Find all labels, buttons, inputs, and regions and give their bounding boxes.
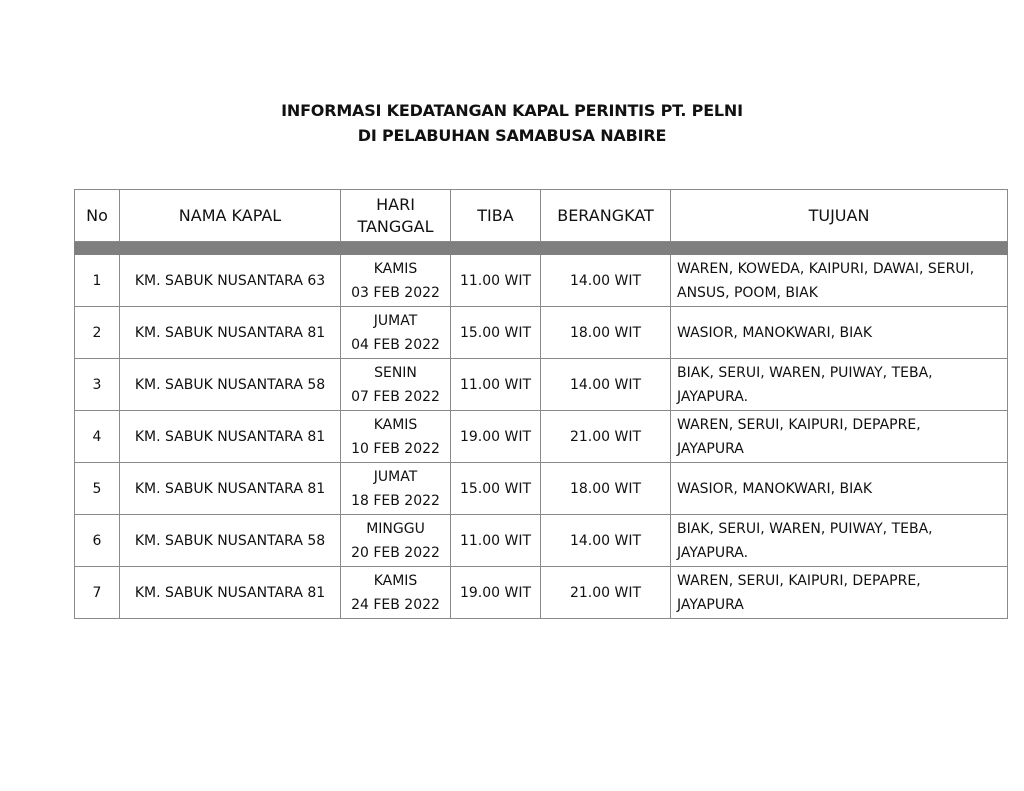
- cell-no: 1: [75, 255, 120, 307]
- cell-hari: MINGGU: [366, 520, 425, 537]
- table-row: [75, 567, 1008, 619]
- cell-hari-tanggal: [341, 567, 451, 619]
- cell-hari-tanggal: [341, 463, 451, 515]
- cell-tujuan-line1: BIAK, SERUI, WAREN, PUIWAY, TEBA,: [677, 364, 933, 381]
- cell-berangkat: 18.00 WIT: [541, 463, 671, 515]
- cell-tujuan-line2: JAYAPURA: [677, 596, 744, 613]
- cell-tiba: 19.00 WIT: [451, 567, 541, 619]
- cell-no: 7: [75, 567, 120, 619]
- cell-no: 6: [75, 515, 120, 567]
- cell-tiba: 11.00 WIT: [451, 255, 541, 307]
- cell-tujuan: [671, 359, 1008, 411]
- table-row: [75, 411, 1008, 463]
- header-tanggal: TANGGAL: [357, 216, 434, 236]
- header-nama-kapal: NAMA KAPAL: [120, 190, 341, 242]
- table-row: [75, 307, 1008, 359]
- cell-hari-tanggal: [341, 515, 451, 567]
- document-subtitle: DI PELABUHAN SAMABUSA NABIRE: [357, 126, 667, 145]
- cell-tanggal: 10 FEB 2022: [351, 440, 440, 457]
- cell-no: 5: [75, 463, 120, 515]
- cell-hari: JUMAT: [373, 312, 418, 329]
- cell-tanggal: 04 FEB 2022: [351, 336, 440, 353]
- header-tujuan: TUJUAN: [671, 190, 1008, 242]
- document-title: INFORMASI KEDATANGAN KAPAL PERINTIS PT. PELNI: [281, 101, 743, 120]
- cell-tiba: 11.00 WIT: [451, 515, 541, 567]
- cell-nama-kapal: KM. SABUK NUSANTARA 58: [120, 359, 341, 411]
- header-row: [75, 190, 1008, 242]
- cell-no: 3: [75, 359, 120, 411]
- cell-tujuan-line2: JAYAPURA.: [677, 388, 749, 405]
- cell-tiba: 11.00 WIT: [451, 359, 541, 411]
- cell-berangkat: 14.00 WIT: [541, 359, 671, 411]
- cell-hari: KAMIS: [373, 416, 418, 433]
- cell-tujuan-line1: BIAK, SERUI, WAREN, PUIWAY, TEBA,: [677, 520, 933, 537]
- header-hari: HARI: [376, 194, 415, 214]
- cell-hari: JUMAT: [373, 468, 418, 485]
- table-row: [75, 359, 1008, 411]
- cell-nama-kapal: KM. SABUK NUSANTARA 81: [120, 567, 341, 619]
- cell-tujuan-line1: WASIOR, MANOKWARI, BIAK: [677, 480, 873, 497]
- cell-tujuan: [671, 307, 1008, 359]
- cell-tanggal: 03 FEB 2022: [351, 284, 440, 301]
- cell-no: 4: [75, 411, 120, 463]
- cell-tujuan-line2: ANSUS, POOM, BIAK: [677, 284, 818, 301]
- cell-berangkat: 21.00 WIT: [541, 567, 671, 619]
- header-hari-tanggal: [341, 190, 451, 242]
- cell-tanggal: 24 FEB 2022: [351, 596, 440, 613]
- cell-tujuan: [671, 411, 1008, 463]
- cell-tujuan-line1: WAREN, KOWEDA, KAIPURI, DAWAI, SERUI,: [677, 260, 975, 277]
- cell-berangkat: 21.00 WIT: [541, 411, 671, 463]
- cell-tujuan-line1: WAREN, SERUI, KAIPURI, DEPAPRE,: [677, 416, 921, 433]
- schedule-table: [74, 189, 1008, 619]
- cell-hari: KAMIS: [373, 260, 418, 277]
- cell-tanggal: 07 FEB 2022: [351, 388, 440, 405]
- cell-hari-tanggal: [341, 359, 451, 411]
- cell-tujuan-line2: JAYAPURA.: [677, 544, 749, 561]
- cell-tujuan: [671, 463, 1008, 515]
- cell-hari: SENIN: [374, 364, 417, 381]
- cell-no: 2: [75, 307, 120, 359]
- cell-tujuan-line2: JAYAPURA: [677, 440, 744, 457]
- cell-hari-tanggal: [341, 307, 451, 359]
- cell-hari: KAMIS: [373, 572, 418, 589]
- cell-nama-kapal: KM. SABUK NUSANTARA 63: [120, 255, 341, 307]
- table-row: [75, 463, 1008, 515]
- table-row: [75, 255, 1008, 307]
- cell-tanggal: 18 FEB 2022: [351, 492, 440, 509]
- cell-hari-tanggal: [341, 255, 451, 307]
- cell-nama-kapal: KM. SABUK NUSANTARA 81: [120, 411, 341, 463]
- cell-tujuan-line1: WAREN, SERUI, KAIPURI, DEPAPRE,: [677, 572, 921, 589]
- cell-tujuan-line1: WASIOR, MANOKWARI, BIAK: [677, 324, 873, 341]
- table-row: [75, 515, 1008, 567]
- cell-tujuan: [671, 255, 1008, 307]
- cell-nama-kapal: KM. SABUK NUSANTARA 58: [120, 515, 341, 567]
- header-no: No: [75, 190, 120, 242]
- header-tiba: TIBA: [451, 190, 541, 242]
- header-berangkat: BERANGKAT: [541, 190, 671, 242]
- cell-tiba: 15.00 WIT: [451, 463, 541, 515]
- cell-tiba: 15.00 WIT: [451, 307, 541, 359]
- cell-berangkat: 18.00 WIT: [541, 307, 671, 359]
- cell-tujuan: [671, 567, 1008, 619]
- cell-berangkat: 14.00 WIT: [541, 515, 671, 567]
- cell-tujuan: [671, 515, 1008, 567]
- header-separator: [75, 242, 1008, 255]
- cell-berangkat: 14.00 WIT: [541, 255, 671, 307]
- cell-hari-tanggal: [341, 411, 451, 463]
- cell-tiba: 19.00 WIT: [451, 411, 541, 463]
- cell-tanggal: 20 FEB 2022: [351, 544, 440, 561]
- cell-nama-kapal: KM. SABUK NUSANTARA 81: [120, 463, 341, 515]
- cell-nama-kapal: KM. SABUK NUSANTARA 81: [120, 307, 341, 359]
